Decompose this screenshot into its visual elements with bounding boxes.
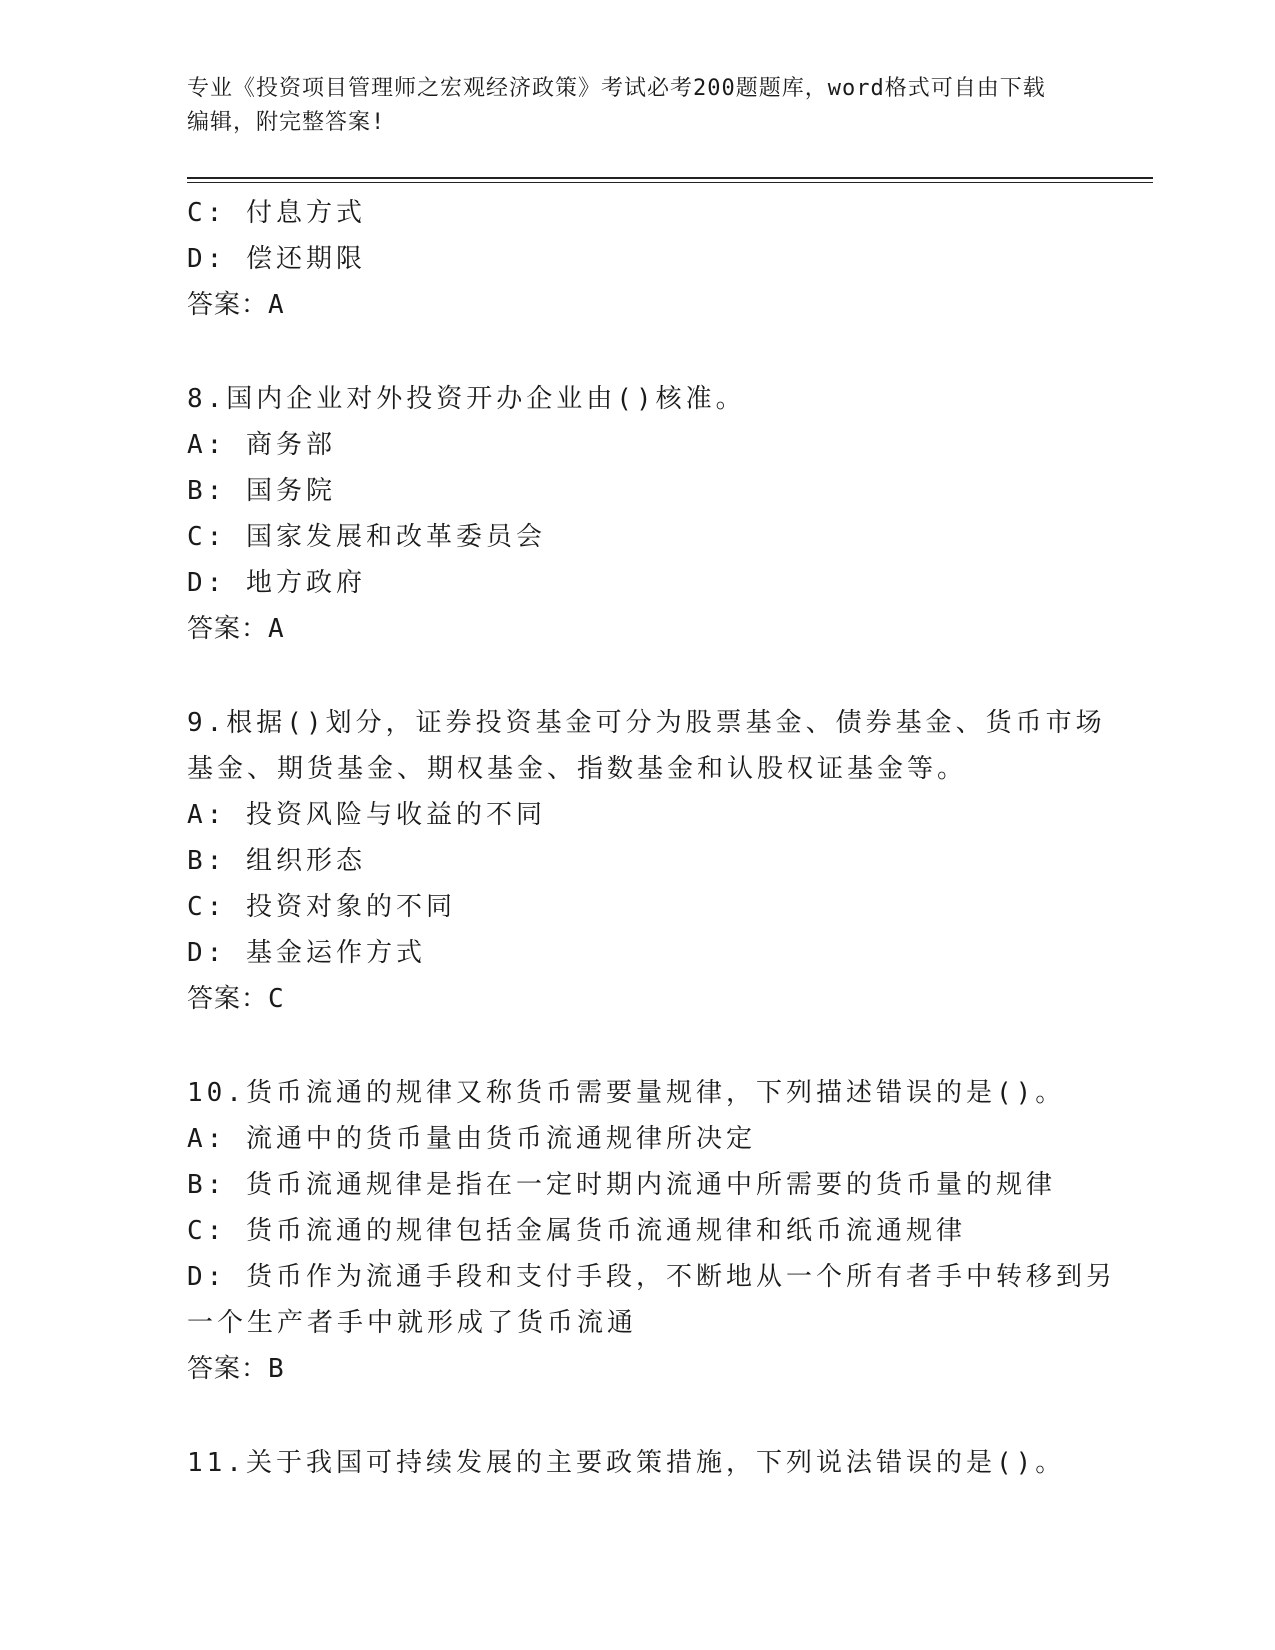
q11-question: 11.关于我国可持续发展的主要政策措施，下列说法错误的是()。 (187, 1448, 1066, 1478)
q8-option-d: D: 地方政府 (187, 568, 366, 598)
q10-option-b: B: 货币流通规律是指在一定时期内流通中所需要的货币量的规律 (187, 1170, 1056, 1200)
question-content (187, 190, 1116, 1486)
q8-option-c: C: 国家发展和改革委员会 (187, 522, 546, 552)
spacer (187, 1022, 1087, 1070)
q9-answer: 答案：C (187, 984, 285, 1014)
q10-question: 10.货币流通的规律又称货币需要量规律，下列描述错误的是()。 (187, 1078, 1066, 1108)
q9-option-c: C: 投资对象的不同 (187, 892, 456, 922)
q7-option-c: C: 付息方式 (187, 198, 366, 228)
q10-option-d-line2: 一个生产者手中就形成了货币流通 (187, 1308, 638, 1338)
spacer (187, 328, 1087, 376)
q8-answer: 答案：A (187, 614, 285, 644)
q9-question-line1: 9.根据()划分，证券投资基金可分为股票基金、债券基金、货币市场 (187, 708, 1106, 738)
question-9 (187, 700, 1106, 1022)
header-divider-bottom (187, 182, 1153, 183)
document-header: 专业《投资项目管理师之宏观经济政策》考试必考200题题库，word格式可自由下载编辑，附完整答案! (187, 76, 1046, 135)
q9-option-b: B: 组织形态 (187, 846, 366, 876)
question-10 (187, 1070, 1116, 1392)
question-11 (187, 1440, 1087, 1486)
q8-option-b: B: 国务院 (187, 476, 336, 506)
spacer (187, 652, 1087, 700)
header-divider-top (187, 177, 1153, 179)
q7-answer: 答案：A (187, 290, 285, 320)
question-7-tail (187, 190, 1087, 328)
q9-option-d: D: 基金运作方式 (187, 938, 426, 968)
q7-option-d: D: 偿还期限 (187, 244, 366, 274)
q10-option-a: A: 流通中的货币量由货币流通规律所决定 (187, 1124, 756, 1154)
spacer (187, 1392, 1087, 1440)
question-8 (187, 376, 1087, 652)
q9-option-a: A: 投资风险与收益的不同 (187, 800, 546, 830)
q10-option-c: C: 货币流通的规律包括金属货币流通规律和纸币流通规律 (187, 1216, 966, 1246)
q8-option-a: A: 商务部 (187, 430, 336, 460)
q8-question: 8.国内企业对外投资开办企业由()核准。 (187, 384, 746, 414)
q9-question-line2: 基金、期货基金、期权基金、指数基金和认股权证基金等。 (187, 754, 968, 784)
q10-option-d-line1: D: 货币作为流通手段和支付手段，不断地从一个所有者手中转移到另 (187, 1262, 1116, 1292)
q10-answer: 答案：B (187, 1354, 285, 1384)
